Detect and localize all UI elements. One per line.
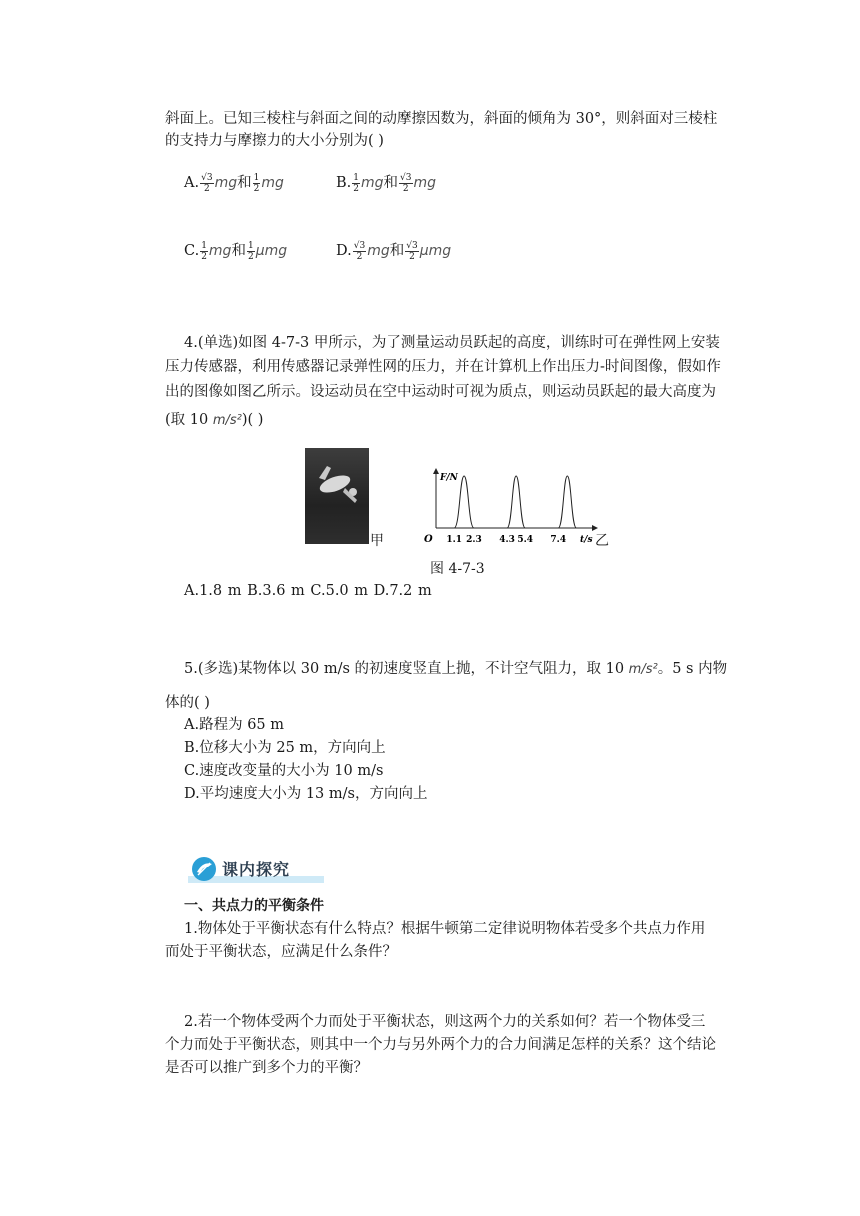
para2-line2: 个力而处于平衡状态，则其中一个力与另外两个力的合力间满足怎样的关系？这个结论 <box>165 1037 716 1053</box>
para1-line1: 1.物体处于平衡状态有什么特点？根据牛顿第二定律说明物体若受多个共点力作用 <box>184 921 706 937</box>
q5-option-c: C.速度改变量的大小为 10 m/s <box>184 763 384 779</box>
athlete-figure-icon <box>305 448 369 544</box>
figure-caption: 图 4-7-3 <box>430 561 485 577</box>
para1-line2: 而处于平衡状态，应满足什么条件？ <box>165 944 397 960</box>
chart-x-tick-4: 5.4 <box>517 535 534 545</box>
q4-text-line3: 出的图像如图乙所示。设运动员在空中运动时可视为质点，则运动员跃起的最大高度为 <box>165 384 716 400</box>
q3-option-c: C. $\frac{1}{2}$ mg和 $\frac{1}{2}$ μmg <box>184 240 288 262</box>
para2-line1: 2.若一个物体受两个力而处于平衡状态，则这两个力的关系如何？若一个物体受三 <box>184 1014 706 1030</box>
section-heading: 一、共点力的平衡条件 <box>184 898 324 914</box>
q5-option-a: A.路程为 65 m <box>184 717 284 733</box>
q5-option-b: B.位移大小为 25 m，方向向上 <box>184 740 386 756</box>
athlete-photo <box>305 448 369 544</box>
q3-text-line2: 的支持力与摩擦力的大小分别为( ) <box>165 133 384 149</box>
chart-pulse-3 <box>558 476 576 528</box>
force-time-chart <box>420 466 600 548</box>
chart-y-label: F/N <box>440 473 458 483</box>
chart-pulse-2 <box>507 476 525 528</box>
figure-label-jia: 甲 <box>370 533 384 549</box>
banner-title: 课内探究 <box>222 860 291 879</box>
q3-option-b: B. $\frac{1}{2}$ mg和 $\frac{√3}{2}$ mg <box>336 172 437 194</box>
chart-pulse-1 <box>454 476 474 528</box>
q3-option-a: A. $\frac{√3}{2}$ mg和 $\frac{1}{2}$ mg <box>184 172 284 194</box>
chart-x-tick-5: 7.4 <box>550 535 567 545</box>
q3-option-d: D. $\frac{√3}{2}$ mg和 $\frac{√3}{2}$ μmg <box>336 240 452 262</box>
para2-line3: 是否可以推广到多个力的平衡？ <box>165 1060 368 1076</box>
figure-label-yi: 乙 <box>595 533 609 549</box>
chart-x-tick-3: 4.3 <box>499 535 515 545</box>
q5-text-line2: 体的( ) <box>165 695 210 711</box>
chart-origin-label: O <box>424 534 433 545</box>
q4-text-line2: 压力传感器，利用传感器记录弹性网的压力，并在计算机上作出压力-时间图像，假如作 <box>165 359 721 375</box>
chart-y-arrow <box>433 468 439 474</box>
q5-text-line1: 5.(多选)某物体以 30 m/s 的初速度竖直上抛，不计空气阻力，取 10 m/s²。5 s 内物 <box>184 661 728 677</box>
chart-x-tick-1: 1.1 <box>446 535 463 545</box>
q5-option-d: D.平均速度大小为 13 m/s，方向向上 <box>184 786 428 802</box>
q3-text-line1: 斜面上。已知三棱柱与斜面之间的动摩擦因数为，斜面的倾角为 30°，则斜面对三棱柱 <box>165 111 718 127</box>
q4-text-line4: (取 10 m/s²)( ) <box>165 412 264 428</box>
q4-answers: A.1.8 m B.3.6 m C.5.0 m D.7.2 m <box>184 583 432 599</box>
chart-x-label: t/s <box>580 535 593 545</box>
section-banner <box>188 852 324 886</box>
chart-x-tick-2: 2.3 <box>466 535 482 545</box>
q4-text-line1: 4.(单选)如图 4-7-3 甲所示，为了测量运动员跃起的高度，训练时可在弹性网上安装 <box>184 335 720 351</box>
